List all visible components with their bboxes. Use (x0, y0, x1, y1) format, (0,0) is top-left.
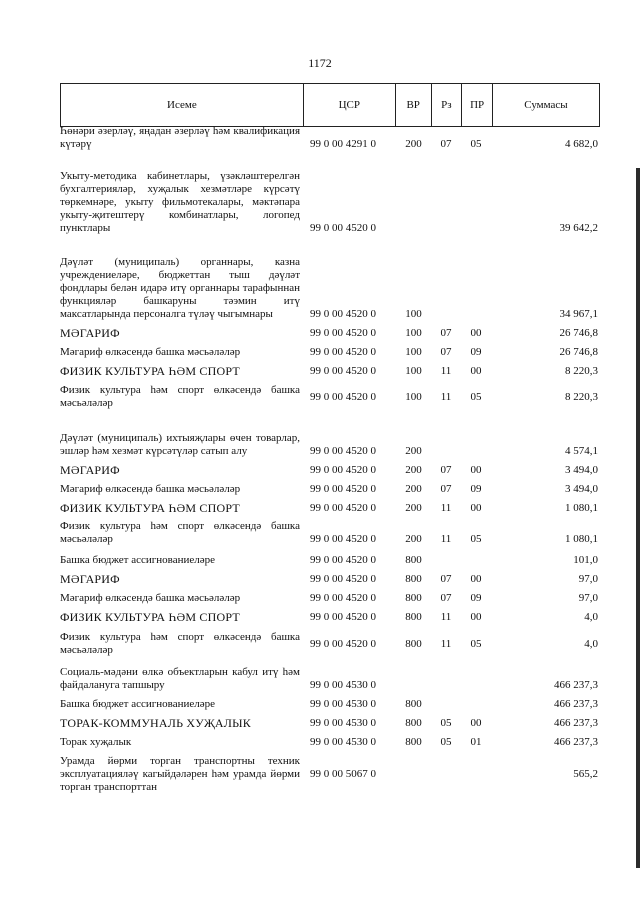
table-row (60, 498, 600, 517)
row-rz (431, 567, 461, 569)
header-vr: ВР (396, 84, 432, 126)
row-csr: 99 0 00 4520 0 (310, 327, 376, 339)
row-rz: 11 (440, 637, 452, 650)
table-row (60, 479, 600, 498)
row-name: МӘГАРИФ (60, 572, 120, 586)
row-pr: 00 (470, 327, 482, 339)
row-pr: 01 (470, 736, 482, 748)
table-row (60, 127, 600, 153)
row-name: ФИЗИК КУЛЬТУРА ҺӘМ СПОРТ (60, 610, 240, 624)
row-sum: 26 746,8 (559, 346, 598, 358)
row-csr: 99 0 00 4530 0 (310, 736, 376, 748)
row-pr: 05 (470, 390, 482, 403)
row-csr: 99 0 00 4520 0 (310, 308, 376, 320)
row-pr: 05 (470, 637, 482, 650)
row-rz: 05 (440, 736, 452, 748)
row-sum: 466 237,3 (554, 679, 598, 691)
table-row (60, 588, 600, 607)
row-vr: 800 (405, 637, 422, 650)
row-vr: 800 (405, 717, 422, 729)
row-csr: 99 0 00 4520 0 (310, 554, 376, 566)
table-row (60, 548, 600, 569)
row-name: Физик культура һәм спорт өлкәсендә башка мәсьәләләр (60, 520, 300, 545)
row-name: Мәгариф өлкәсендә башка мәсьәләләр (60, 592, 241, 604)
row-vr: 200 (405, 483, 422, 495)
row-rz (431, 321, 461, 323)
row-rz: 07 (440, 346, 452, 358)
row-csr: 99 0 00 4520 0 (310, 592, 376, 604)
page-number: 1172 (308, 56, 332, 70)
row-sum: 8 220,3 (565, 365, 598, 377)
row-pr: 00 (470, 573, 482, 585)
row-rz: 07 (440, 573, 452, 585)
row-rz: 11 (440, 502, 452, 514)
row-rz: 07 (440, 592, 452, 604)
table-body (60, 127, 600, 799)
row-sum: 1 080,1 (565, 502, 598, 514)
row-rz: 07 (440, 327, 452, 339)
row-csr: 99 0 00 4520 0 (310, 222, 376, 234)
row-sum: 565,2 (573, 767, 598, 780)
row-csr: 99 0 00 4291 0 (310, 138, 376, 150)
row-csr: 99 0 00 4520 0 (310, 573, 376, 585)
row-pr: 09 (470, 592, 482, 604)
row-csr: 99 0 00 4520 0 (310, 611, 376, 623)
row-name: Дәүләт (муниципаль) органнары, казна учреждениеләре, бюджеттан тыш дәүләт фондлары белән идарә итү органнары тарафыннан функцияләр башкаруны тәэмин итү максатларында персоналга түләү чыгымнары (60, 256, 300, 320)
row-pr: 09 (470, 346, 482, 358)
row-pr (461, 774, 491, 776)
scan-edge-shadow (636, 168, 640, 868)
row-csr: 99 0 00 4530 0 (310, 698, 376, 710)
row-rz: 07 (440, 464, 452, 476)
row-csr: 99 0 00 4530 0 (310, 717, 376, 729)
row-rz: 05 (440, 717, 452, 729)
row-sum: 3 494,0 (565, 464, 598, 476)
table-row (60, 607, 600, 626)
row-name: МӘГАРИФ (60, 326, 120, 340)
row-sum: 4,0 (584, 611, 598, 623)
row-vr: 100 (405, 327, 422, 339)
row-name: Урамда йөрми торган транспортны техник эксплуатацияләү кагыйдәләрен һәм урамда йөрми торган транспорттан (60, 754, 300, 793)
table-row (60, 569, 600, 588)
row-csr: 99 0 00 4520 0 (310, 637, 376, 650)
table-row (60, 460, 600, 479)
row-vr: 100 (405, 308, 422, 320)
table-row (60, 626, 600, 664)
table-row (60, 751, 600, 799)
header-pr: ПР (462, 84, 493, 126)
row-sum: 466 237,3 (554, 736, 598, 748)
row-sum: 8 220,3 (565, 390, 598, 403)
row-vr: 100 (405, 390, 422, 403)
row-vr: 800 (405, 573, 422, 585)
table-row (60, 517, 600, 548)
budget-table (60, 83, 600, 799)
row-name: ФИЗИК КУЛЬТУРА ҺӘМ СПОРТ (60, 501, 240, 515)
row-pr (461, 711, 491, 713)
row-name: Физик культура һәм спорт өлкәсендә башка мәсьәләләр (60, 631, 300, 656)
row-sum: 34 967,1 (559, 308, 598, 320)
row-pr (461, 692, 491, 694)
row-name: ТОРАК-КОММУНАЛЬ ХУҖАЛЫК (60, 716, 251, 730)
row-vr: 200 (405, 445, 422, 457)
row-vr (396, 692, 431, 694)
row-rz (431, 458, 461, 460)
row-name: Физик культура һәм спорт өлкәсендә башка мәсьәләләр (60, 384, 300, 409)
row-vr: 200 (405, 464, 422, 476)
header-rz: Рз (432, 84, 463, 126)
row-name: Торак хуҗалык (60, 736, 132, 748)
row-pr: 00 (470, 365, 482, 377)
row-name: Башка бюджет ассигнованиеләре (60, 698, 215, 710)
row-sum: 1 080,1 (565, 533, 598, 545)
row-pr: 05 (470, 138, 482, 150)
table-header (60, 83, 600, 127)
row-vr: 800 (405, 554, 422, 566)
row-rz: 11 (440, 611, 452, 623)
row-name: Мәгариф өлкәсендә башка мәсьәләләр (60, 346, 241, 358)
table-row (60, 664, 600, 694)
row-pr: 00 (470, 464, 482, 476)
table-row (60, 380, 600, 416)
row-sum: 97,0 (578, 573, 598, 585)
table-row (60, 342, 600, 361)
row-rz (431, 692, 461, 694)
row-pr (461, 235, 491, 237)
table-row (60, 237, 600, 323)
row-rz (431, 774, 461, 776)
table-row (60, 694, 600, 713)
row-rz: 11 (440, 365, 452, 377)
table-row (60, 732, 600, 751)
row-vr (396, 235, 431, 237)
row-csr: 99 0 00 4530 0 (310, 679, 376, 691)
row-sum: 101,0 (573, 554, 598, 566)
row-sum: 4 574,1 (565, 445, 598, 457)
row-rz (431, 711, 461, 713)
row-sum: 26 746,8 (559, 327, 598, 339)
row-name: Башка бюджет ассигнованиеләре (60, 554, 215, 566)
row-pr (461, 458, 491, 460)
row-rz (431, 235, 461, 237)
row-rz: 07 (440, 138, 452, 150)
row-vr: 100 (405, 346, 422, 358)
row-csr: 99 0 00 4520 0 (310, 483, 376, 495)
row-sum: 466 237,3 (554, 717, 598, 729)
row-pr: 00 (470, 717, 482, 729)
row-vr: 200 (405, 502, 422, 514)
row-sum: 39 642,2 (559, 222, 598, 234)
row-sum: 4,0 (584, 637, 598, 650)
header-csr: ЦСР (304, 84, 396, 126)
table-row (60, 713, 600, 732)
row-pr (461, 321, 491, 323)
header-sum: Суммасы (524, 99, 568, 111)
row-pr: 00 (470, 502, 482, 514)
row-vr: 800 (405, 592, 422, 604)
row-name: Һөнәри әзерләү, яңадан әзерләү һәм квалификация күтәрү (60, 125, 300, 150)
row-name: Дәүләт (муниципаль) ихтыяҗлары өчен товарлар, эшләр һәм хезмәт күрсәтүләр сатып алу (60, 432, 300, 457)
row-pr: 09 (470, 483, 482, 495)
row-csr: 99 0 00 4520 0 (310, 464, 376, 476)
row-csr: 99 0 00 4520 0 (310, 390, 376, 403)
row-vr: 100 (405, 365, 422, 377)
row-csr: 99 0 00 4520 0 (310, 533, 376, 545)
row-vr: 200 (405, 138, 422, 150)
row-name: ФИЗИК КУЛЬТУРА ҺӘМ СПОРТ (60, 364, 240, 378)
header-name: Исеме (61, 84, 304, 126)
row-name: Мәгариф өлкәсендә башка мәсьәләләр (60, 483, 241, 495)
row-csr: 99 0 00 4520 0 (310, 445, 376, 457)
row-rz: 11 (440, 533, 452, 545)
table-row (60, 416, 600, 460)
row-pr (461, 567, 491, 569)
table-row (60, 323, 600, 342)
row-csr: 99 0 00 4520 0 (310, 502, 376, 514)
row-csr: 99 0 00 4520 0 (310, 365, 376, 377)
row-rz: 11 (440, 390, 452, 403)
row-name: Укыту-методика кабинетлары, үзәкләштерелгән бухгалтерияләр, хуҗалык хезмәтләре күрсәтү төркемнәре, укыту фильмотекалары, мәктәпара укыту-җитештерү комбинатлары, логопед пунктлары (60, 170, 300, 234)
row-pr: 00 (470, 611, 482, 623)
table-row (60, 361, 600, 380)
row-vr: 800 (405, 698, 422, 710)
row-vr: 200 (405, 533, 422, 545)
row-sum: 4 682,0 (565, 138, 598, 150)
row-vr: 800 (405, 611, 422, 623)
row-rz: 07 (440, 483, 452, 495)
table-row (60, 153, 600, 237)
row-name: МӘГАРИФ (60, 463, 120, 477)
row-name: Социаль-мәдәни өлкә объектларын кабул итү һәм файдалануга тапшыру (60, 666, 300, 691)
row-sum: 97,0 (578, 592, 598, 604)
row-csr: 99 0 00 4520 0 (310, 346, 376, 358)
row-sum: 3 494,0 (565, 483, 598, 495)
row-vr (396, 774, 431, 776)
row-pr: 05 (470, 533, 482, 545)
row-vr: 800 (405, 736, 422, 748)
row-sum: 466 237,3 (554, 698, 598, 710)
row-csr: 99 0 00 5067 0 (310, 767, 376, 780)
